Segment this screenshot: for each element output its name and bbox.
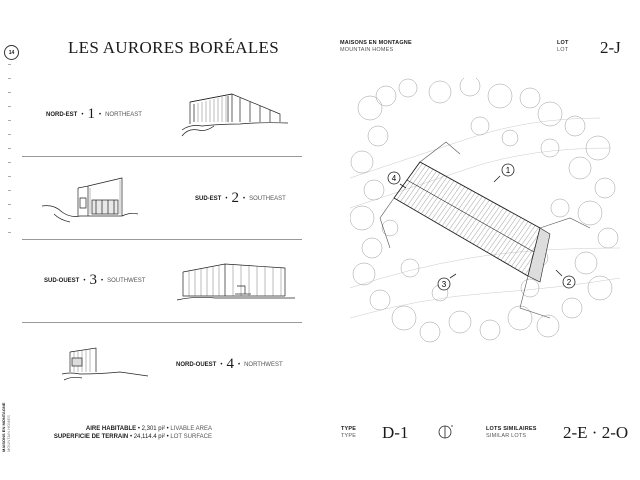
lot-surface-label-fr: SUPERFICIE DE TERRAIN <box>53 434 129 440</box>
section-fr: MAISONS EN MONTAGNE <box>340 40 412 46</box>
marker-1 <box>494 164 514 182</box>
page-number: 14 <box>4 45 19 60</box>
bullet: • <box>137 426 140 432</box>
spine-line-2: MOUNTAIN HOMES <box>6 415 11 452</box>
type-label-en: TYPE <box>341 433 357 439</box>
similar-lots-label-fr: LOTS SIMILAIRES <box>486 426 537 432</box>
elevation-drawing-southeast <box>40 174 140 230</box>
margin-ruler <box>8 64 12 244</box>
bullet: • <box>81 111 84 118</box>
lot-label-en: LOT <box>557 47 569 53</box>
elevation-drawing-northeast <box>180 88 290 138</box>
type-block <box>341 426 356 440</box>
bullet: • <box>237 361 241 368</box>
lot-header <box>557 40 569 54</box>
lot-label-fr: LOT <box>557 40 569 46</box>
bullet: • <box>220 361 223 368</box>
bullet: • <box>98 111 102 118</box>
elevation-label-southwest <box>44 272 145 289</box>
lot-surface-label-en: LOT SURFACE <box>170 434 212 440</box>
section-header <box>340 40 412 54</box>
bullet: • <box>242 195 246 202</box>
site-plan <box>350 78 622 348</box>
elevation-drawing-northwest <box>60 340 150 385</box>
bullet: • <box>129 434 133 440</box>
bullet: • <box>83 277 86 284</box>
similar-lots-label-en: SIMILAR LOTS <box>486 433 527 439</box>
elevation-fr: SUD-OUEST <box>44 277 80 284</box>
type-value: D-1 <box>382 423 409 442</box>
livable-area-row <box>86 426 212 432</box>
bullet: • <box>166 434 169 440</box>
elevation-drawing-southwest <box>175 258 300 308</box>
svg-text:3: 3 <box>441 280 447 289</box>
elevation-number: 3 <box>89 272 97 288</box>
lot-value: 2-J <box>600 38 621 57</box>
divider-1 <box>22 156 302 157</box>
marker-3 <box>438 274 456 290</box>
elevation-label-southeast <box>195 190 286 207</box>
elevation-label-northeast <box>46 106 142 123</box>
ruler-ticks <box>8 64 14 244</box>
elevation-number: 2 <box>231 190 239 206</box>
section-en: MOUNTAIN HOMES <box>340 47 394 53</box>
lot-surface-row <box>54 434 212 440</box>
svg-text:4: 4 <box>391 174 397 183</box>
elevation-number: 1 <box>87 106 95 122</box>
bullet: • <box>225 195 228 202</box>
svg-text:2: 2 <box>566 278 572 287</box>
elevation-fr: NORD-EST <box>46 111 78 118</box>
livable-area-value: 2,301 pi² <box>141 426 165 432</box>
svg-text:1: 1 <box>505 166 511 175</box>
divider-3 <box>22 322 302 323</box>
spine-line-1: MAISONS EN MONTAGNE <box>1 402 6 452</box>
elevation-number: 4 <box>226 356 234 372</box>
spine-text <box>1 403 11 452</box>
elevation-label-northwest <box>176 356 283 373</box>
similar-lots-value: 2-E · 2-O <box>563 423 629 442</box>
elevation-en: NORTHEAST <box>105 111 142 118</box>
house-roof <box>391 162 550 282</box>
elevation-fr: NORD-OUEST <box>176 361 217 368</box>
elevation-fr: SUD-EST <box>195 195 222 202</box>
elevation-en: SOUTHEAST <box>249 195 286 202</box>
type-label-fr: TYPE <box>341 426 357 432</box>
divider-2 <box>22 239 302 240</box>
elevation-en: SOUTHWEST <box>107 277 146 284</box>
bullet: • <box>100 277 104 284</box>
livable-area-label-fr: AIRE HABITABLE <box>85 426 137 432</box>
page-title: LES AURORES BORÉALES <box>68 38 279 57</box>
north-arrow-icon <box>438 424 454 440</box>
livable-area-label-en: LIVABLE AREA <box>170 426 212 432</box>
marker-2 <box>556 270 575 288</box>
lot-surface-value: 24,114.4 pi² <box>133 434 165 440</box>
similar-lots-block <box>486 426 537 440</box>
elevation-en: NORTHWEST <box>244 361 283 368</box>
bullet: • <box>166 426 169 432</box>
